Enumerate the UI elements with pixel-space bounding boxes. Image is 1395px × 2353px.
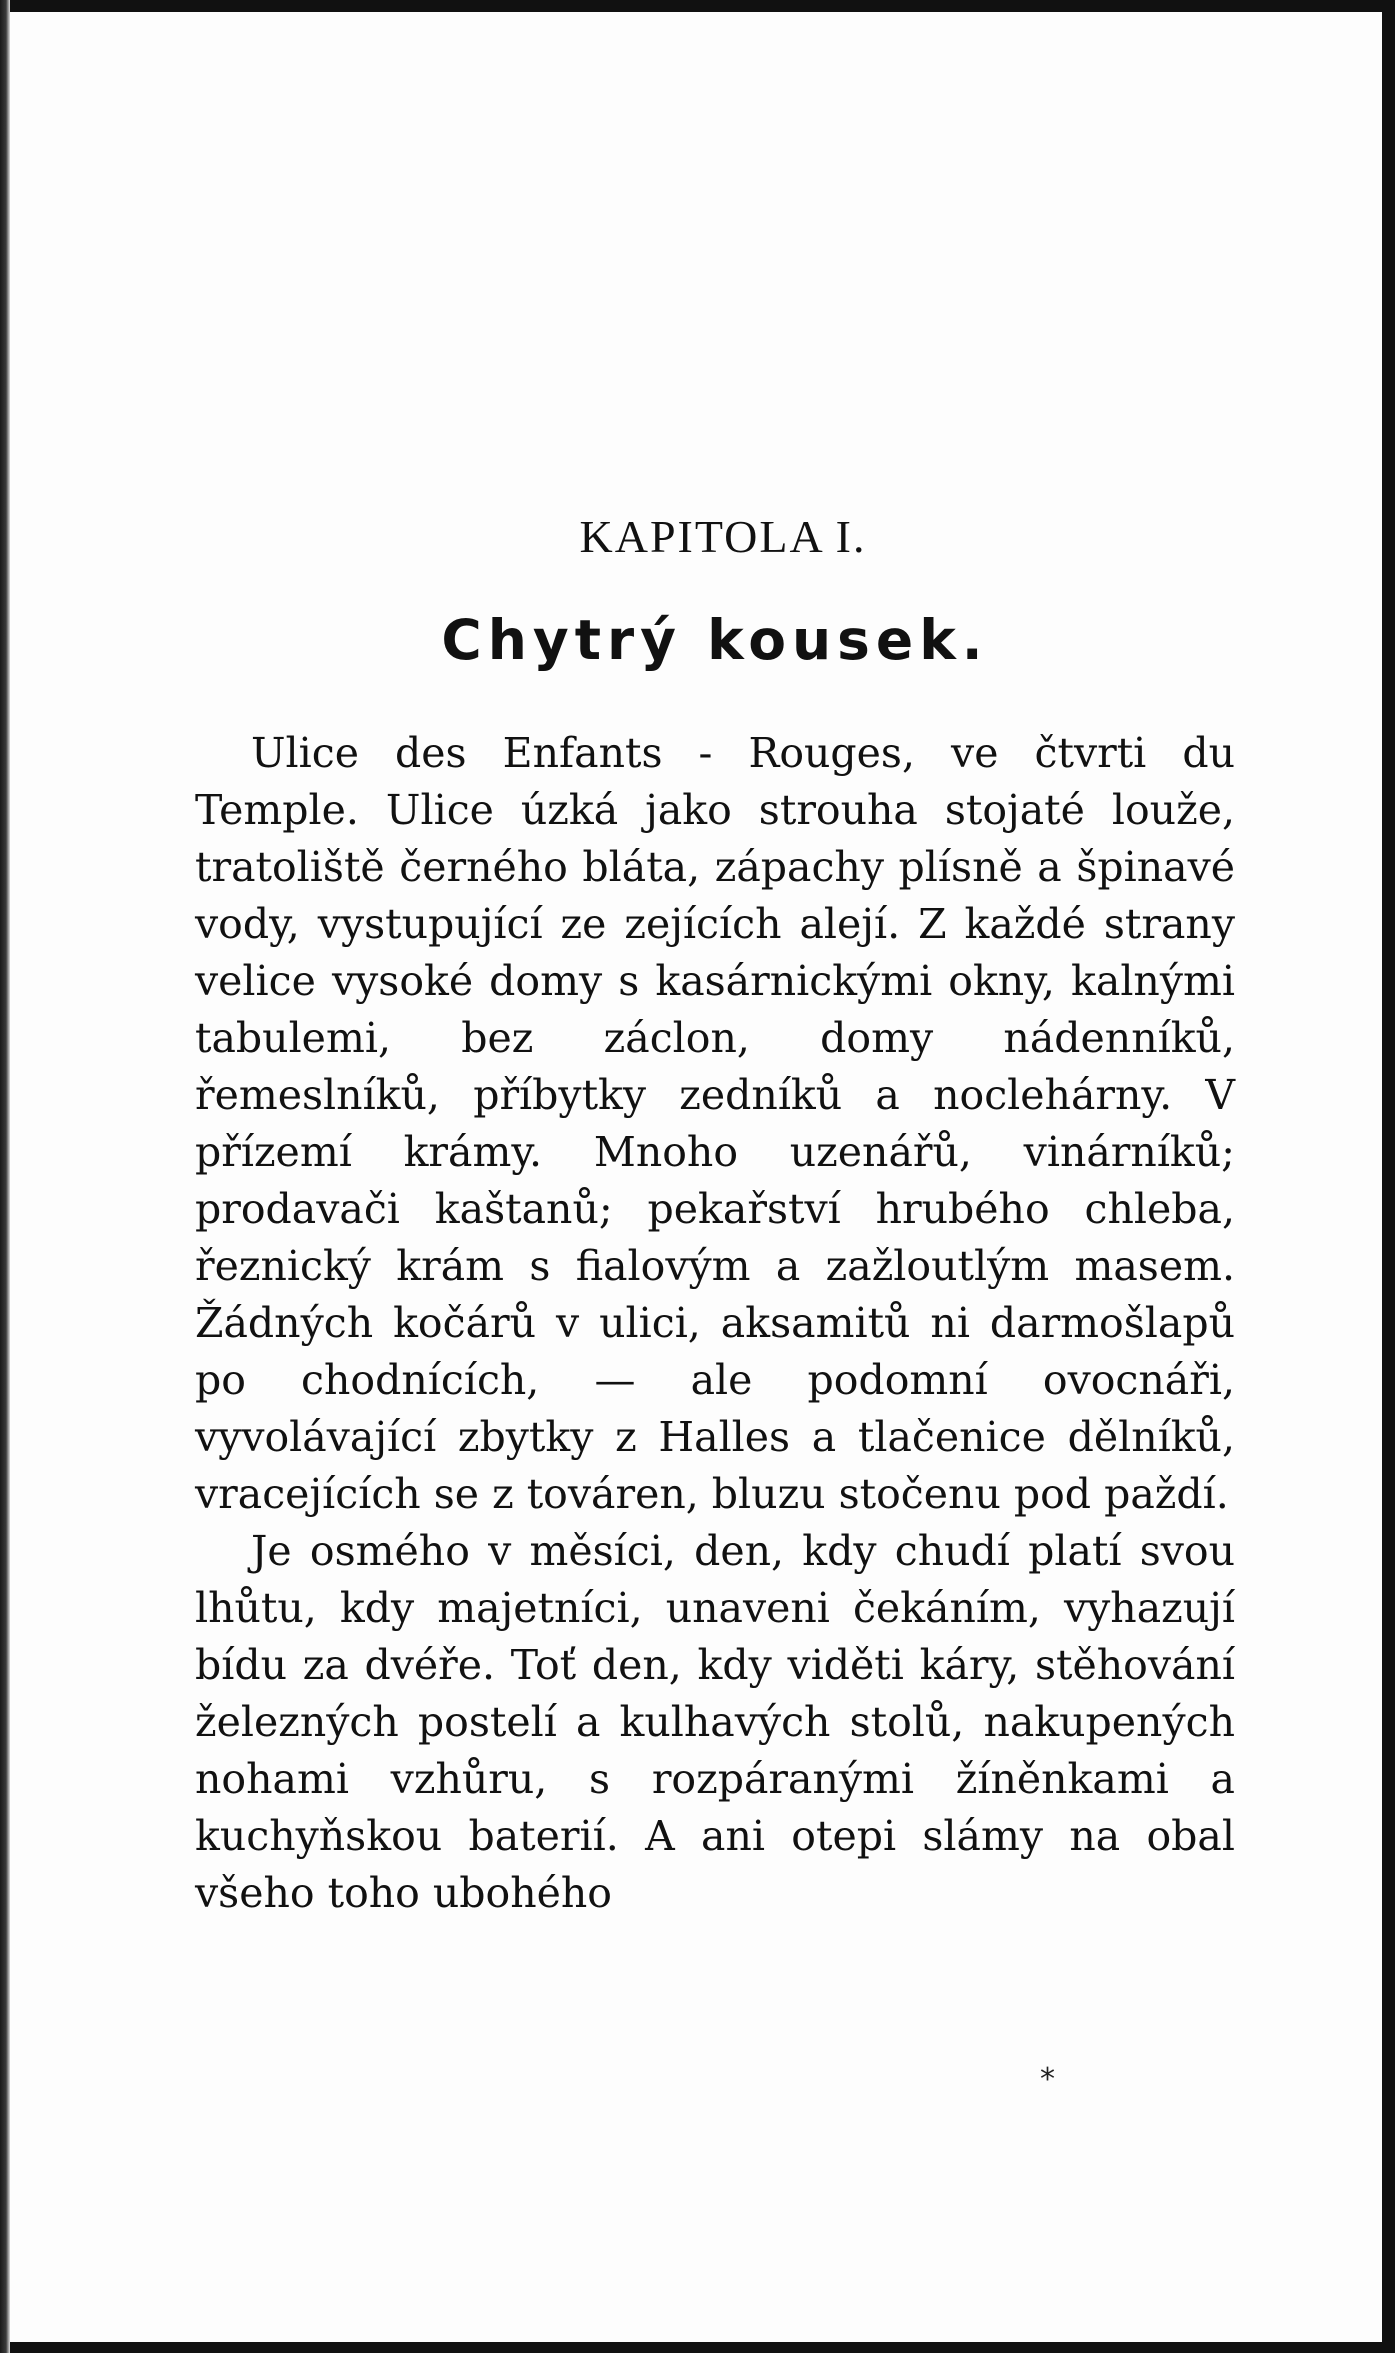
chapter-title: Chytrý kousek.	[441, 608, 989, 672]
signature-mark: *	[1040, 2062, 1055, 2097]
paragraph-1: Ulice des Enfants - Rouges, ve čtvrti du Temple. Ulice úzká jako strouha stojaté louže, tratoliště černého bláta, zápachy plísně a špinavé vody, vystupující ze zejících alejí. Z každé strany velice vysoké domy s kasárnickými okny, kalnými tabulemi, bez záclon, domy nádenníků, řemeslníků, příbytky zedníků a noclehárny. V přízemí krámy. Mnoho uzenářů, vinárníků; prodavači kaštanů; pekařství hrubého chleba, řeznický krám s fialovým a zažloutlým masem. Žádných kočárů v ulici, aksamitů ni darmošlapů po chodnících, — ale podomní ovocnáři, vyvolávající zbytky z Halles a tlačenice dělníků, vracejících se z továren, bluzu stočenu pod paždí.	[195, 729, 1235, 1518]
paragraph-2: Je osmého v měsíci, den, kdy chudí platí svou lhůtu, kdy majetníci, unaveni čekáním, vyhazují bídu za dvéře. Toť den, kdy viděti káry, stěhování železných postelí a kulhavých stolů, nakupených nohami vzhůru, s rozpáranými žíněnkami a kuchyňskou baterií. A ani otepi slámy na obal všeho toho ubohého	[195, 1527, 1235, 1917]
chapter-label: KAPITOLA I.	[579, 511, 867, 562]
book-page	[10, 12, 1382, 2342]
text-block	[195, 507, 1235, 1922]
book-spine-edge	[0, 0, 10, 2353]
